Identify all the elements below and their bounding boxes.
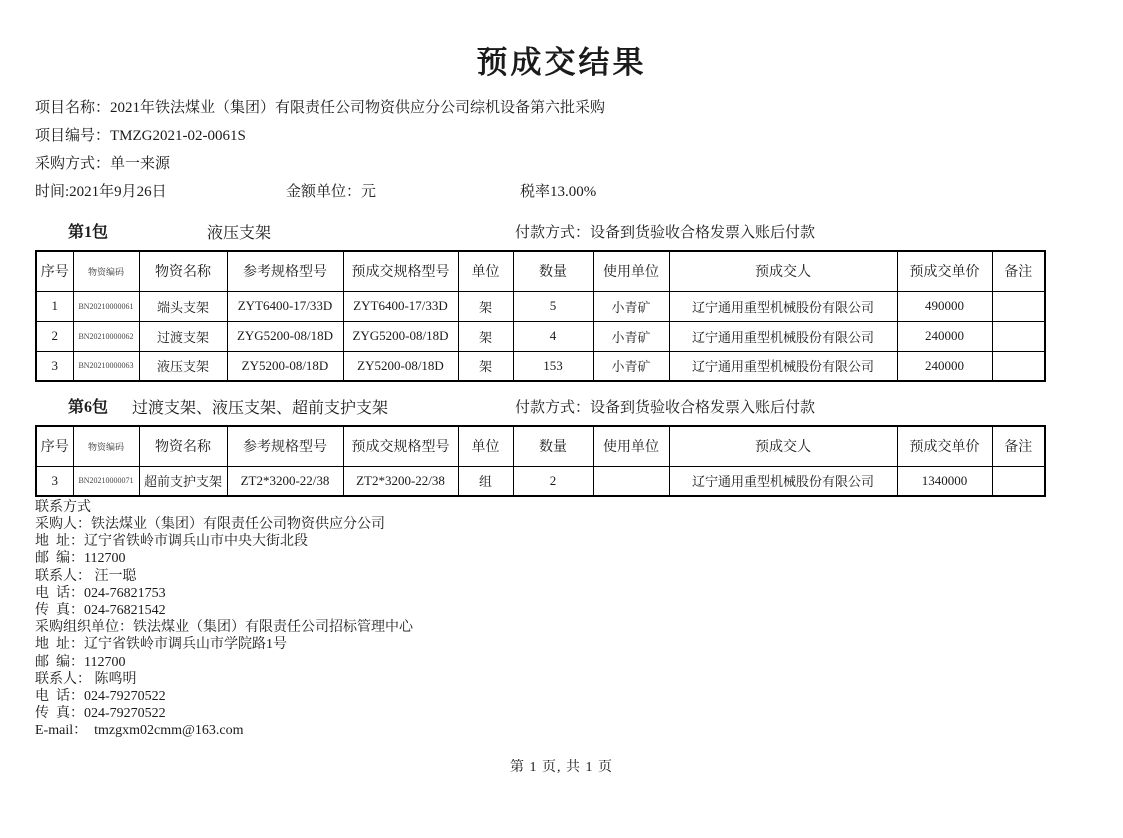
- contact-line-contact-person-2: 联系人： 陈鸣明: [35, 671, 137, 687]
- table-cell: 2: [513, 466, 593, 496]
- contact-line-zipcode-2: 邮 编：112700: [35, 654, 126, 670]
- column-header: 预成交人: [669, 426, 897, 466]
- table-cell: 端头支架: [139, 291, 227, 321]
- package-1-header: [35, 219, 1123, 243]
- table-cell: 240000: [897, 321, 992, 351]
- table-cell: 3: [36, 466, 73, 496]
- table-cell: ZY5200-08/18D: [227, 351, 343, 381]
- table-row: [36, 321, 1045, 351]
- table-cell: BN20210000061: [73, 291, 139, 321]
- table-cell: BN20210000063: [73, 351, 139, 381]
- contact-line-address: 地 址：辽宁省铁岭市调兵山市中央大街北段: [35, 534, 308, 550]
- contact-line-email: E-mail： tmzgxm02cmm@163.com: [35, 723, 244, 739]
- meta-section: [35, 94, 1123, 206]
- table-cell: 辽宁通用重型机械股份有限公司: [669, 351, 897, 381]
- table-cell: 液压支架: [139, 351, 227, 381]
- table-cell: ZYG5200-08/18D: [343, 321, 458, 351]
- column-header: 预成交单价: [897, 251, 992, 291]
- column-header: 单位: [458, 251, 513, 291]
- table-cell: ZYT6400-17/33D: [343, 291, 458, 321]
- package-name: 第6包: [68, 399, 109, 416]
- table-cell: 小青矿: [593, 351, 669, 381]
- table-cell: 490000: [897, 291, 992, 321]
- results-table-package-1: [35, 250, 1046, 382]
- page-footer: 第 1 页, 共 1 页: [510, 759, 613, 775]
- table-cell: 小青矿: [593, 291, 669, 321]
- column-header: 使用单位: [593, 426, 669, 466]
- table-cell: 架: [458, 321, 513, 351]
- table-cell: 3: [36, 351, 73, 381]
- table-cell: 4: [513, 321, 593, 351]
- column-header: 预成交人: [669, 251, 897, 291]
- table-cell: ZYG5200-08/18D: [227, 321, 343, 351]
- table-header: [36, 251, 1045, 291]
- payment-method: 付款方式：设备到货验收合格发票入账后付款: [515, 400, 816, 416]
- table-cell: 过渡支架: [139, 321, 227, 351]
- table-cell: 小青矿: [593, 321, 669, 351]
- amount-unit-text: 金额单位：元: [286, 184, 377, 200]
- contact-line-fax-2: 传 真：024-79270522: [35, 706, 166, 722]
- table-cell: 240000: [897, 351, 992, 381]
- column-header: 序号: [36, 251, 73, 291]
- table-cell: BN20210000062: [73, 321, 139, 351]
- contact-line-phone: 电 话：024-76821753: [35, 585, 166, 601]
- column-header: 单位: [458, 426, 513, 466]
- table-cell: 153: [513, 351, 593, 381]
- table-cell: 辽宁通用重型机械股份有限公司: [669, 321, 897, 351]
- column-header: 物资名称: [139, 251, 227, 291]
- table-header: [36, 426, 1045, 466]
- table-cell: 组: [458, 466, 513, 496]
- table-cell: [992, 321, 1045, 351]
- table-row: [36, 466, 1045, 496]
- table-cell: 1: [36, 291, 73, 321]
- contact-line-organizer: 采购组织单位：铁法煤业（集团）有限责任公司招标管理中心: [35, 620, 413, 636]
- column-header: 物资编码: [73, 426, 139, 466]
- table-cell: [992, 291, 1045, 321]
- package-content: 液压支架: [207, 225, 272, 242]
- table-cell: [992, 466, 1045, 496]
- contact-line-phone-2: 电 话：024-79270522: [35, 689, 166, 705]
- column-header: 预成交单价: [897, 426, 992, 466]
- project-number-line: 项目编号：TMZG2021-02-0061S: [35, 128, 246, 144]
- table-cell: ZT2*3200-22/38: [343, 466, 458, 496]
- tax-rate-text: 税率13.00%: [520, 184, 597, 200]
- column-header: 数量: [513, 426, 593, 466]
- table-cell: 1340000: [897, 466, 992, 496]
- table-cell: ZT2*3200-22/38: [227, 466, 343, 496]
- column-header: 备注: [992, 426, 1045, 466]
- table-cell: 辽宁通用重型机械股份有限公司: [669, 291, 897, 321]
- table-cell: [992, 351, 1045, 381]
- contact-line-contact-person: 联系人： 汪一聪: [35, 568, 137, 584]
- table-cell: 辽宁通用重型机械股份有限公司: [669, 466, 897, 496]
- project-name-line: 项目名称：2021年铁法煤业（集团）有限责任公司物资供应分公司综机设备第六批采购: [35, 100, 606, 116]
- column-header: 物资名称: [139, 426, 227, 466]
- table-cell: 5: [513, 291, 593, 321]
- table-cell: ZYT6400-17/33D: [227, 291, 343, 321]
- page-title: 预成交结果: [476, 45, 647, 80]
- table-cell: BN20210000071: [73, 466, 139, 496]
- column-header: 使用单位: [593, 251, 669, 291]
- contact-line-address-2: 地 址：辽宁省铁岭市调兵山市学院路1号: [35, 637, 287, 653]
- column-header: 参考规格型号: [227, 426, 343, 466]
- table-body: [36, 291, 1045, 381]
- table-cell: 架: [458, 291, 513, 321]
- table-row: [36, 351, 1045, 381]
- package-content: 过渡支架、液压支架、超前支护支架: [132, 400, 389, 417]
- table-cell: ZY5200-08/18D: [343, 351, 458, 381]
- package-6-header: [35, 394, 1123, 418]
- document-page: [0, 44, 1123, 838]
- table-row: [36, 291, 1045, 321]
- date-text: 时间:2021年9月26日: [35, 184, 167, 200]
- contact-heading: 联系方式: [35, 500, 91, 515]
- table-cell: 2: [36, 321, 73, 351]
- column-header: 序号: [36, 426, 73, 466]
- column-header: 参考规格型号: [227, 251, 343, 291]
- package-name: 第1包: [68, 224, 109, 241]
- table-cell: [593, 466, 669, 496]
- column-header: 预成交规格型号: [343, 251, 458, 291]
- results-table-package-6: [35, 425, 1046, 497]
- procurement-method-line: 采购方式：单一来源: [35, 156, 171, 172]
- column-header: 预成交规格型号: [343, 426, 458, 466]
- column-header: 物资编码: [73, 251, 139, 291]
- table-body: [36, 466, 1045, 496]
- contact-section: [35, 499, 1123, 740]
- table-cell: 架: [458, 351, 513, 381]
- payment-method: 付款方式：设备到货验收合格发票入账后付款: [515, 225, 816, 241]
- contact-line-zipcode: 邮 编：112700: [35, 551, 126, 567]
- column-header: 备注: [992, 251, 1045, 291]
- column-header: 数量: [513, 251, 593, 291]
- contact-line-fax: 传 真：024-76821542: [35, 603, 166, 619]
- table-header-row: [36, 426, 1045, 466]
- date-line: [35, 178, 1123, 206]
- table-header-row: [36, 251, 1045, 291]
- table-cell: 超前支护支架: [139, 466, 227, 496]
- contact-line-purchaser: 采购人：铁法煤业（集团）有限责任公司物资供应分公司: [35, 517, 385, 532]
